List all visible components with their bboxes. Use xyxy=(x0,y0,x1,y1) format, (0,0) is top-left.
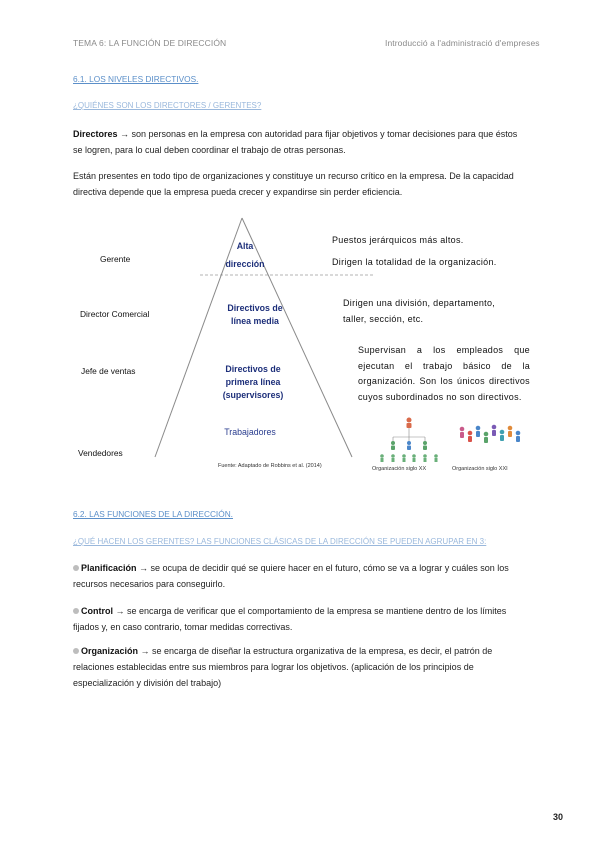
function-organizacion-text: → se encarga de diseñar la estructura organizativa de la empresa, es decir, el patrón de relaciones establecidas entre sus miembros para lograr los objetivos. (aplicación de los principios de especialización y división del trabajo) xyxy=(73,646,493,688)
level-mid-line1: Directivos de xyxy=(227,303,283,313)
paragraph-directors xyxy=(73,126,528,158)
caption-org-xx: Organización siglo XX xyxy=(372,466,427,472)
level-alta-direccion xyxy=(205,240,285,271)
function-organizacion xyxy=(73,643,531,691)
term-planificacion: Planificación xyxy=(81,563,137,573)
role-director-comercial: Director Comercial xyxy=(80,309,150,319)
level-top-line1: Alta xyxy=(236,241,254,251)
caption-org-xxi: Organización siglo XXI xyxy=(452,466,508,472)
paragraph-presence: Están presentes en todo tipo de organizaciones y constituye un recurso crítico en la empresa. De la capacidad directiva depende que la empresa pueda crecer y expandirse sin perder eficiencia. xyxy=(73,171,514,197)
question-what: ¿QUÉ HACEN LOS GERENTES? LAS FUNCIONES CLÁSICAS DE LA DIRECCIÓN SE PUEDEN AGRUPAR EN 3: xyxy=(73,537,487,546)
paragraph-directors-text: → son personas en la empresa con autoridad para fijar objetivos y tomar decisiones para que éstos se logren, para lo cual deben coordinar el trabajo de otras personas. xyxy=(73,129,518,155)
role-jefe-ventas: Jefe de ventas xyxy=(81,366,136,376)
org-chart-xx-icon xyxy=(380,418,438,463)
function-planificacion xyxy=(73,560,528,592)
diagram-source: Fuente: Adaptado de Robbins et al. (2014) xyxy=(218,463,322,469)
org-chart-xxi-icon xyxy=(460,425,521,443)
function-control xyxy=(73,603,531,635)
header-left: TEMA 6: LA FUNCIÓN DE DIRECCIÓN xyxy=(73,38,227,48)
level-trabajadores: Trabajadores xyxy=(224,427,276,437)
desc-mid: Dirigen una división, departamento, taller, sección, etc. xyxy=(343,298,496,324)
level-low-line3: (supervisores) xyxy=(222,390,284,400)
management-levels-diagram xyxy=(0,205,600,475)
role-vendedores: Vendedores xyxy=(78,448,123,458)
term-organizacion: Organización xyxy=(81,646,139,656)
level-top-line2: dirección xyxy=(225,259,265,269)
level-low-line1: Directivos de xyxy=(225,364,281,374)
desc-low: Supervisan a los empleados que ejecutan el trabajo básico de la organización. Son los únicos directivos cuyos subordinados no son directivos. xyxy=(358,345,530,402)
pyramid-graphic xyxy=(0,205,600,475)
bullet-icon xyxy=(73,565,79,571)
level-low-line2: primera línea xyxy=(225,377,281,387)
header-right: Introducció a l'administració d'empreses xyxy=(385,38,540,48)
section-title-levels: 6.1. LOS NIVELES DIRECTIVOS. xyxy=(73,74,199,84)
level-linea-media xyxy=(210,302,300,328)
question-who: ¿QUIÉNES SON LOS DIRECTORES / GERENTES? xyxy=(73,101,262,110)
bullet-icon xyxy=(73,608,79,614)
bullet-icon xyxy=(73,648,79,654)
function-control-text: → se encarga de verificar que el comportamiento de la empresa se mantiene dentro de los límites fijados y, en caso contrario, tomar medidas correctivas. xyxy=(73,606,507,632)
term-directores: Directores xyxy=(73,129,118,139)
level-primera-linea xyxy=(208,363,298,402)
term-control: Control xyxy=(81,606,113,616)
role-gerente: Gerente xyxy=(100,254,131,264)
page-number: 30 xyxy=(553,812,564,822)
desc-top-1: Puestos jerárquicos más altos. xyxy=(332,235,464,245)
level-mid-line2: línea media xyxy=(231,316,279,326)
function-planificacion-text: → se ocupa de decidir qué se quiere hacer en el futuro, cómo se va a lograr y cuáles son los recursos necesarios para conseguirlo. xyxy=(73,563,509,589)
desc-top-2: Dirigen la totalidad de la organización. xyxy=(332,257,497,267)
section-title-functions: 6.2. LAS FUNCIONES DE LA DIRECCIÓN. xyxy=(73,509,233,519)
